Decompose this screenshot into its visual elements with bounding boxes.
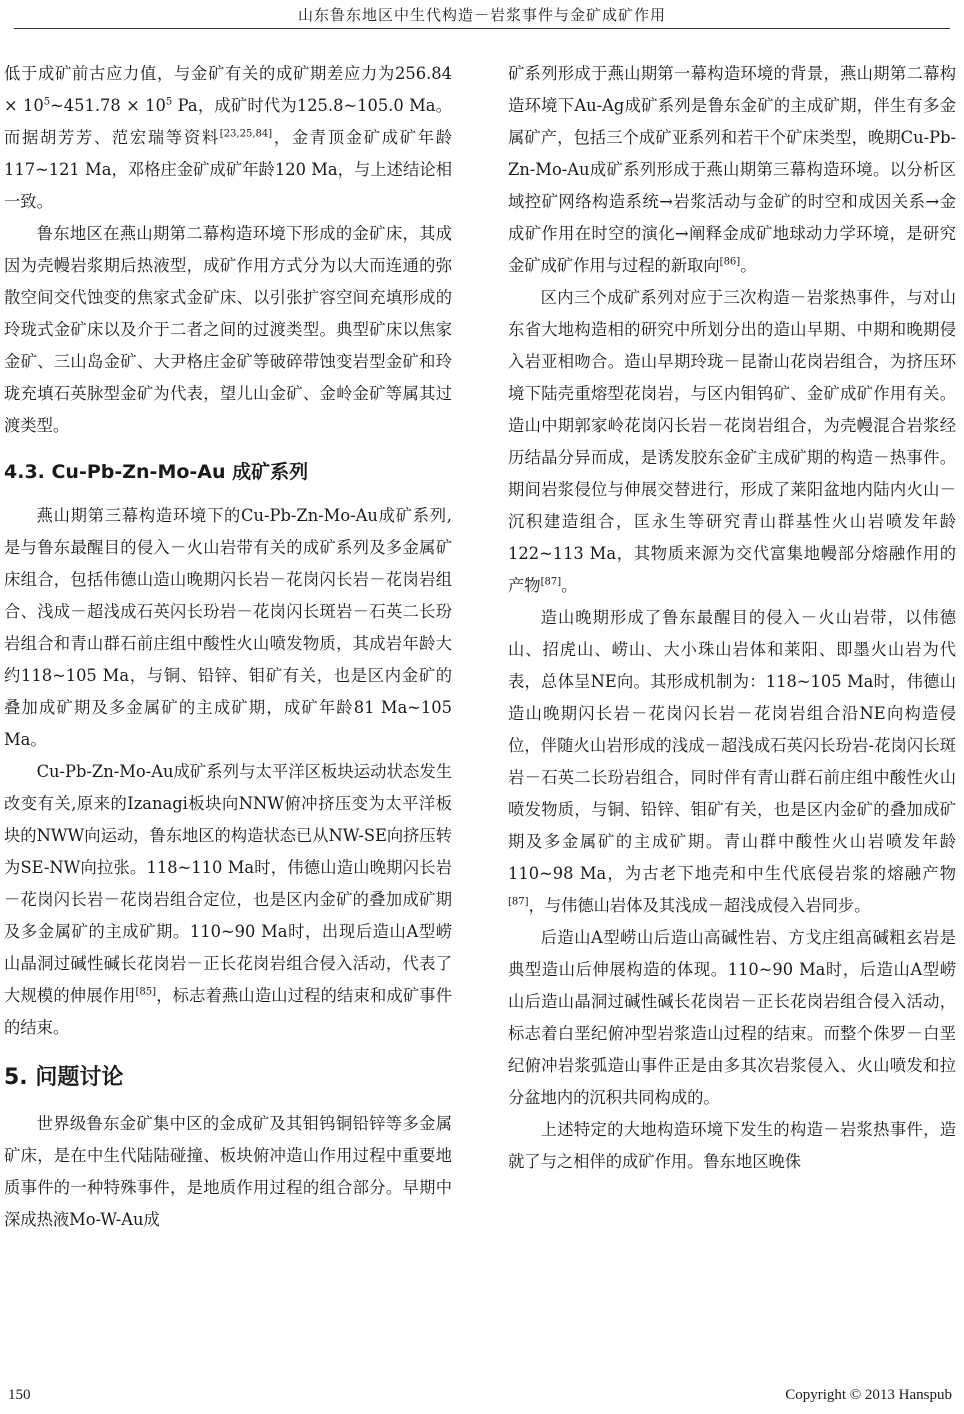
paragraph: 燕山期第三幕构造环境下的Cu-Pb-Zn-Mo-Au成矿系列,是与鲁东最醒目的侵入－火山岩带有关的成矿系列及多金属矿床组合，包括伟德山造山晚期闪长岩－花岗闪长岩－花岗岩组合、浅成－超浅成石英闪长玢岩－花岗闪长斑岩－石英二长玢岩组合和青山群石前庄组中酸性火山喷发物质，其成岩年龄大约118~105 Ma，与铜、铅锌、钼矿有关，也是区内金矿的叠加成矿期及多金属矿的主成矿期，成矿年龄81 Ma~105 Ma。 <box>4 506 452 749</box>
paragraph: 造山晚期形成了鲁东最醒目的侵入－火山岩带，以伟德山、招虎山、崂山、大小珠山岩体和莱阳、即墨火山岩为代表，总体呈NE向。其形成机制为：118~105 Ma时，伟德山造山晚期闪长岩－花岗闪长岩－花岗岩组合沿NE向构造侵位，伴随火山岩形成的浅成－超浅成石英闪长玢岩-花岗闪长斑岩－石英二长玢岩组合，同时伴有青山群石前庄组中酸性火山喷发物质，与铜、铅锌、钼矿有关，也是区内金矿的叠加成矿期及多金属矿的主成矿期。青山群中酸性火山岩喷发年龄110~98 Ma，为古老下地壳和中生代底侵岩浆的熔融产物[87]，与伟德山岩体及其浅成－超浅成侵入岩同步。 <box>508 608 956 915</box>
page-number: 150 <box>8 1387 31 1403</box>
citation[interactable]: [87] <box>508 896 529 908</box>
paragraph: 矿系列形成于燕山期第一幕构造环境的背景，燕山期第二幕构造环境下Au-Ag成矿系列是鲁东金矿的主成矿期，伴生有多金属矿产，包括三个成矿亚系列和若干个矿床类型，晚期Cu-Pb-Zn-Mo-Au成矿系列形成于燕山期第三幕构造环境。以分析区域控矿网络构造系统→岩浆活动与金矿的时空和成因关系→金成矿作用在时空的演化→阐释金成矿地球动力学环境，是研究金矿成矿作用与过程的新取向[86]。 <box>508 64 956 275</box>
section-heading-4-3: 4.3. Cu-Pb-Zn-Mo-Au 成矿系列 <box>4 461 309 483</box>
paragraph: 区内三个成矿系列对应于三次构造－岩浆热事件，与对山东省大地构造相的研究中所划分出的造山早期、中期和晚期侵入岩亚相吻合。造山早期玲珑－昆嵛山花岗岩组合，为挤压环境下陆壳重熔型花岗岩，与区内钼钨矿、金矿成矿作用有关。造山中期郭家岭花岗闪长岩－花岗岩组合，为壳幔混合岩浆经历结晶分异而成，是诱发胶东金矿主成矿期的构造－热事件。期间岩浆侵位与伸展交替进行，形成了莱阳盆地内陆内火山－沉积建造组合，匡永生等研究青山群基性火山岩喷发年龄122~113 Ma，其物质来源为交代富集地幔部分熔融作用的产物[87]。 <box>508 288 956 595</box>
running-title: 山东鲁东地区中生代构造－岩浆事件与金矿成矿作用 <box>297 6 666 24</box>
copyright: Copyright © 2013 Hanspub <box>785 1387 952 1403</box>
header-rule <box>14 28 950 29</box>
paragraph: Cu-Pb-Zn-Mo-Au成矿系列与太平洋区板块运动状态发生改变有关,原来的Izanagi板块向NNW俯冲挤压变为太平洋板块的NWW向运动，鲁东地区的构造状态已从NW-SE向挤压转为SE-NW向拉张。118~110 Ma时，伟德山造山晚期闪长岩－花岗闪长岩－花岗岩组合定位，也是区内金矿的叠加成矿期及多金属矿的主成矿期。110~90 Ma时，出现后造山A型崂山晶洞过碱性碱长花岗岩－正长花岗岩组合侵入活动，代表了大规模的伸展作用[85]，标志着燕山造山过程的结束和成矿事件的结束。 <box>4 762 452 1037</box>
left-column <box>4 58 452 1236</box>
citation[interactable]: [86] <box>719 256 741 268</box>
section-heading-5: 5. 问题讨论 <box>4 1065 124 1090</box>
paragraph: 上述特定的大地构造环境下发生的构造－岩浆热事件，造就了与之相伴的成矿作用。鲁东地区晚侏 <box>508 1120 956 1171</box>
paragraph: 世界级鲁东金矿集中区的金成矿及其钼钨铜铅锌等多金属矿床，是在中生代陆陆碰撞、板块俯冲造山作用过程中重要地质事件的一种特殊事件，是地质作用过程的组合部分。早期中深成热液Mo-W-Au成 <box>4 1114 452 1229</box>
citation[interactable]: [23,25,84] <box>219 128 273 140</box>
paragraph: 鲁东地区在燕山期第二幕构造环境下形成的金矿床，其成因为壳幔岩浆期后热液型，成矿作用方式分为以大而连通的弥散空间交代蚀变的焦家式金矿床、以引张扩容空间充填形成的玲珑式金矿床以及介于二者之间的过渡类型。典型矿床以焦家金矿、三山岛金矿、大尹格庄金矿等破碎带蚀变岩型金矿和玲珑充填石英脉型金矿为代表，望儿山金矿、金岭金矿等属其过渡类型。 <box>4 224 452 435</box>
right-column <box>508 58 956 1178</box>
paragraph: 低于成矿前古应力值，与金矿有关的成矿期差应力为$256.84 \times 10^5\sim 451.78 \times 10^5$ Pa，成矿时代为125.8~105.0 Ma。而据胡芳芳、范宏瑞等资料[23,25,84]，金青顶金矿成矿年龄117~121 Ma，邓格庄金矿成矿年龄120 Ma，与上述结论相一致。 <box>4 64 452 211</box>
citation[interactable]: [85] <box>135 986 157 998</box>
paragraph: 后造山A型崂山后造山高碱性岩、方戈庄组高碱粗玄岩是典型造山后伸展构造的体现。110~90 Ma时，后造山A型崂山后造山晶洞过碱性碱长花岗岩－正长花岗岩组合侵入活动，标志着白垩纪俯冲型岩浆造山过程的结束。而整个侏罗－白垩纪俯冲岩浆弧造山事件正是由多其次岩浆侵入、火山喷发和拉分盆地内的沉积共同构成的。 <box>508 928 956 1107</box>
citation[interactable]: [87] <box>540 576 562 588</box>
